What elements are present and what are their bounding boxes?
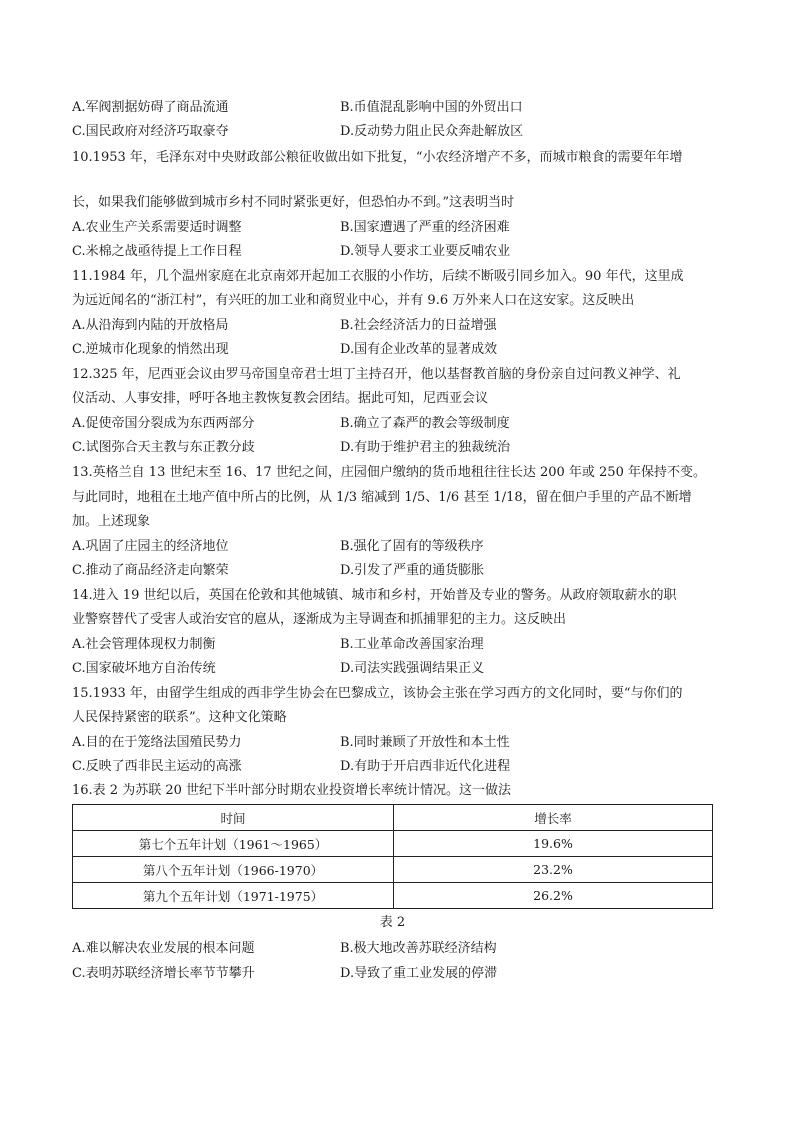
table-caption: 表 2 bbox=[379, 915, 406, 930]
q14-options-row-2 bbox=[72, 660, 722, 678]
q11-option-a: A.从沿海到内陆的开放格局 bbox=[72, 318, 229, 333]
q11-options-row-2 bbox=[72, 341, 722, 359]
q15-option-a: A.目的在于笼络法国殖民势力 bbox=[72, 735, 242, 750]
table-2 bbox=[72, 804, 713, 909]
q13-options-row-1 bbox=[72, 538, 722, 556]
q11-option-d: D.国有企业改革的显著成效 bbox=[340, 342, 498, 357]
q14-option-b: B.工业革命改善国家治理 bbox=[340, 637, 484, 652]
q15-options-row-2 bbox=[72, 758, 722, 776]
table-header-row bbox=[73, 805, 713, 831]
table-cell-rate: 26.2% bbox=[394, 883, 713, 909]
q14-option-a: A.社会管理体现权力制衡 bbox=[72, 637, 216, 652]
q13-option-b: B.强化了固有的等级秩序 bbox=[340, 539, 484, 554]
q13-stem-line-1: 13.英格兰自 13 世纪末至 16、17 世纪之间，庄园佃户缴纳的货币地租往往长达 200 年或 250 年保持不变。 bbox=[72, 465, 706, 480]
q10-stem-line-2: 长，如果我们能够做到城市乡村不同时紧张更好，但恐怕办不到。”这表明当时 bbox=[72, 195, 515, 210]
q10-option-a: A.农业生产关系需要适时调整 bbox=[72, 220, 242, 235]
q13-option-a: A.巩固了庄园主的经济地位 bbox=[72, 539, 229, 554]
q14-stem-line-2: 业警察替代了受害人或治安官的扈从，逐渐成为主导调查和抓捕罪犯的主力。这反映出 bbox=[72, 612, 567, 627]
q9-option-d: D.反动势力阻止民众奔赴解放区 bbox=[340, 124, 524, 139]
q9-option-c: C.国民政府对经济巧取豪夺 bbox=[72, 124, 229, 139]
q16-option-c: C.表明苏联经济增长率节节攀升 bbox=[72, 966, 255, 981]
q13-stem-line-2: 与此同时，地租在土地产值中所占的比例，从 1/3 缩减到 1/5、1/6 甚至 1/18，留在佃户手里的产品不断增 bbox=[72, 490, 692, 505]
q9-options-row-1 bbox=[72, 99, 722, 117]
table-header-time: 时间 bbox=[73, 805, 394, 831]
table-row bbox=[73, 883, 713, 909]
q9-options-row-2 bbox=[72, 123, 722, 141]
q9-option-b: B.币值混乱影响中国的外贸出口 bbox=[340, 100, 523, 115]
q15-options-row-1 bbox=[72, 734, 722, 752]
q11-option-c: C.逆城市化现象的悄然出现 bbox=[72, 342, 229, 357]
q12-option-a: A.促使帝国分裂成为东西两部分 bbox=[72, 416, 255, 431]
q10-options-row-1 bbox=[72, 219, 722, 237]
q12-option-c: C.试图弥合天主教与东正教分歧 bbox=[72, 440, 255, 455]
q11-options-row-1 bbox=[72, 317, 722, 335]
q11-stem-line-2: 为远近闻名的“浙江村”，有兴旺的加工业和商贸业中心，并有 9.6 万外来人口在这安家。这反映出 bbox=[72, 293, 635, 308]
q9-option-a: A.军阀割据妨碍了商品流通 bbox=[72, 100, 229, 115]
q11-stem-line-1: 11.1984 年，几个温州家庭在北京南郊开起加工衣服的小作坊，后续不断吸引同乡加入。90 年代，这里成 bbox=[72, 269, 684, 284]
q12-options-row-2 bbox=[72, 439, 722, 457]
q16-options-row-2 bbox=[72, 965, 722, 983]
q10-stem-line-1: 10.1953 年，毛泽东对中央财政部公粮征收做出如下批复，“小农经济增产不多，而城市粮食的需要年年增 bbox=[72, 150, 683, 165]
table-row bbox=[73, 831, 713, 857]
q10-option-d: D.领导人要求工业要反哺农业 bbox=[340, 244, 511, 259]
q14-stem-line-1: 14.进入 19 世纪以后，英国在伦敦和其他城镇、城市和乡村，开始普及专业的警务。从政府领取薪水的职 bbox=[72, 588, 677, 603]
table-row bbox=[73, 857, 713, 883]
q16-option-a: A.难以解决农业发展的根本问题 bbox=[72, 941, 255, 956]
q15-option-d: D.有助于开启西非近代化进程 bbox=[340, 759, 511, 774]
q10-option-c: C.米棉之战亟待提上工作日程 bbox=[72, 244, 242, 259]
q13-option-c: C.推动了商品经济走向繁荣 bbox=[72, 563, 229, 578]
q15-stem-line-2: 人民保持紧密的联系”。这种文化策略 bbox=[72, 710, 287, 725]
q11-option-b: B.社会经济活力的日益增强 bbox=[340, 318, 497, 333]
q15-option-b: B.同时兼顾了开放性和本土性 bbox=[340, 735, 510, 750]
table-cell-period: 第七个五年计划（1961～1965） bbox=[73, 831, 394, 857]
table-cell-rate: 19.6% bbox=[394, 831, 713, 857]
q12-options-row-1 bbox=[72, 415, 722, 433]
q12-stem-line-2: 仪活动、人事安排，呼吁各地主教恢复教会团结。据此可知，尼西亚会议 bbox=[72, 391, 489, 406]
q13-option-d: D.引发了严重的通货膨胀 bbox=[340, 563, 485, 578]
q14-option-c: C.国家破坏地方自治传统 bbox=[72, 661, 216, 676]
q14-options-row-1 bbox=[72, 636, 722, 654]
q12-option-d: D.有助于维护君主的独裁统治 bbox=[340, 440, 511, 455]
q14-option-d: D.司法实践强调结果正义 bbox=[340, 661, 485, 676]
q13-options-row-2 bbox=[72, 562, 722, 580]
table-cell-period: 第九个五年计划（1971-1975） bbox=[73, 883, 394, 909]
q12-option-b: B.确立了森严的教会等级制度 bbox=[340, 416, 510, 431]
q12-stem-line-1: 12.325 年，尼西亚会议由罗马帝国皇帝君士坦丁主持召开，他以基督教首脑的身份亲自过问教义神学、礼 bbox=[72, 367, 681, 382]
q16-option-b: B.极大地改善苏联经济结构 bbox=[340, 941, 497, 956]
table-cell-period: 第八个五年计划（1966-1970） bbox=[73, 857, 394, 883]
q15-option-c: C.反映了西非民主运动的高涨 bbox=[72, 759, 242, 774]
q10-option-b: B.国家遭遇了严重的经济困难 bbox=[340, 220, 510, 235]
q10-options-row-2 bbox=[72, 243, 722, 261]
q16-option-d: D.导致了重工业发展的停滞 bbox=[340, 966, 498, 981]
q16-stem-line-1: 16.表 2 为苏联 20 世纪下半叶部分时期农业投资增长率统计情况。这一做法 bbox=[72, 783, 512, 798]
q15-stem-line-1: 15.1933 年，由留学生组成的西非学生协会在巴黎成立，该协会主张在学习西方的文化同时，要“与你们的 bbox=[72, 686, 683, 701]
q13-stem-line-3: 加。上述现象 bbox=[72, 514, 151, 529]
table-header-growth-rate: 增长率 bbox=[394, 805, 713, 831]
q16-options-row-1 bbox=[72, 940, 722, 958]
table-cell-rate: 23.2% bbox=[394, 857, 713, 883]
